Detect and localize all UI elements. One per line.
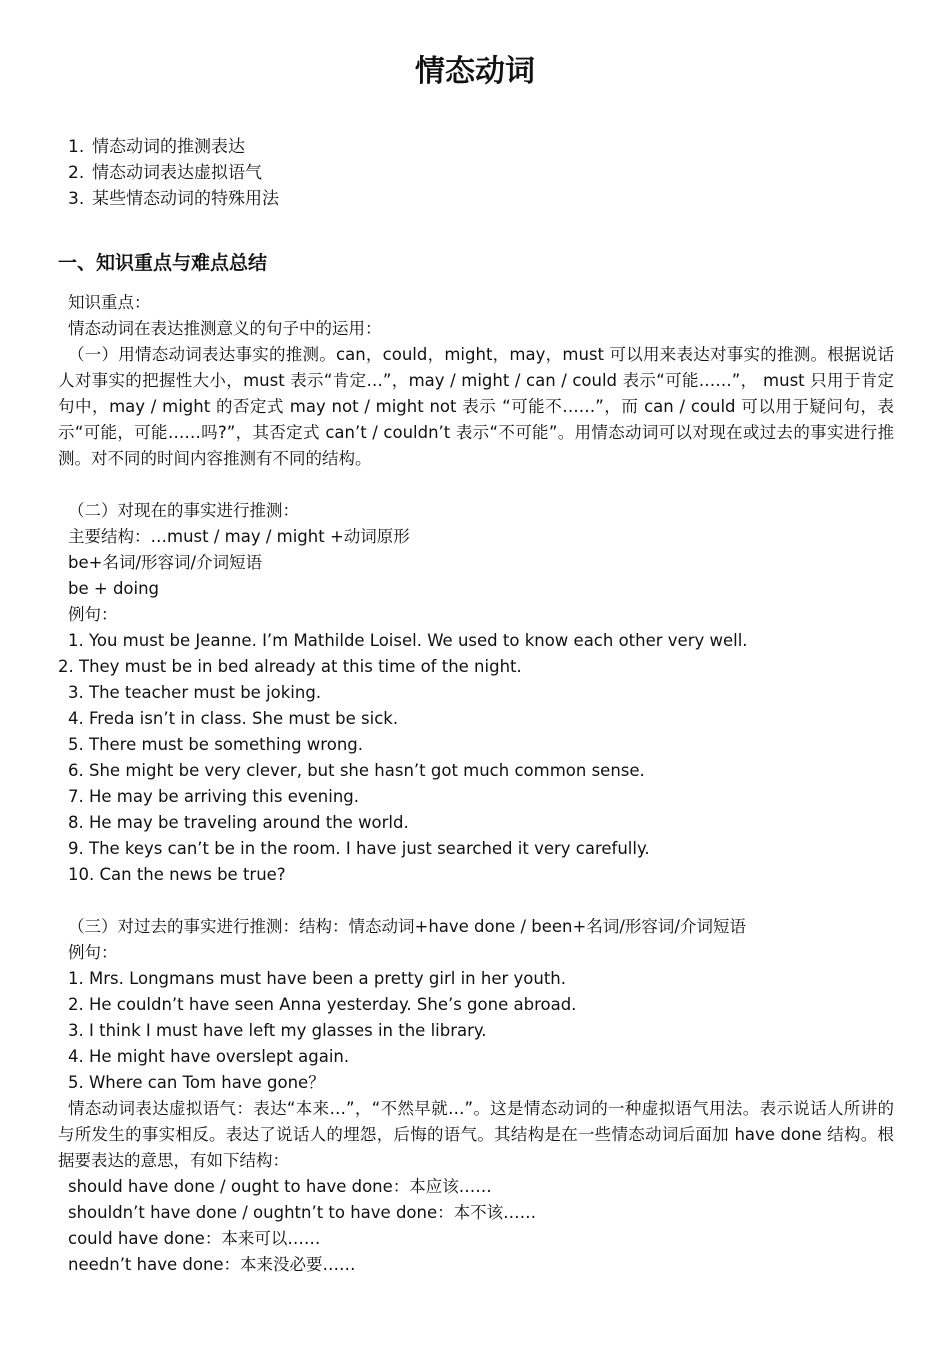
toc-number: 1. xyxy=(68,137,85,157)
example-sentence: 2. He couldn’t have seen Anna yesterday. She’s gone abroad. xyxy=(68,995,577,1014)
knowledge-point-label: 知识重点： xyxy=(68,293,151,312)
structure-line: needn’t have done：本来没必要…… xyxy=(68,1255,356,1274)
structure-line: 主要结构：…must / may / might +动词原形 xyxy=(68,527,410,546)
example-sentence: 5. There must be something wrong. xyxy=(68,735,363,754)
toc-text: 情态动词表达虚拟语气 xyxy=(92,163,262,183)
knowledge-point-intro: 情态动词在表达推测意义的句子中的运用： xyxy=(68,319,382,338)
example-sentence: 6. She might be very clever, but she hasn’t got much common sense. xyxy=(68,761,645,780)
paragraph-subjunctive: 情态动词表达虚拟语气：表达“本来…”，“不然早就…”。这是情态动词的一种虚拟语气用法。表示说话人所讲的与所发生的事实相反。表达了说话人的埋怨，后悔的语气。其结构是在一些情态动词后面加 have done 结构。根据要表达的意思，有如下结构： xyxy=(58,1099,894,1170)
subsection-heading-present: （二）对现在的事实进行推测： xyxy=(68,501,299,520)
page-title: 情态动词 xyxy=(415,54,535,89)
example-sentence: 3. The teacher must be joking. xyxy=(68,683,322,702)
example-sentence: 5. Where can Tom have gone？ xyxy=(68,1073,325,1092)
subsection-heading-past: （三）对过去的事实进行推测：结构：情态动词+have done / been+名词/形容词/介词短语 xyxy=(68,917,746,936)
example-sentence: 9. The keys can’t be in the room. I have just searched it very carefully. xyxy=(68,839,650,858)
structure-line: be+名词/形容词/介词短语 xyxy=(68,553,263,572)
example-label: 例句： xyxy=(68,943,118,962)
toc-item xyxy=(68,160,279,186)
structure-line: shouldn’t have done / oughtn’t to have done：本不该…… xyxy=(68,1203,537,1222)
example-sentence: 1. Mrs. Longmans must have been a pretty girl in her youth. xyxy=(68,969,566,988)
document-body xyxy=(58,290,894,1278)
example-label: 例句： xyxy=(68,605,118,624)
structure-line: be + doing xyxy=(68,579,160,598)
toc-text: 情态动词的推测表达 xyxy=(92,137,245,157)
example-sentence: 10. Can the news be true? xyxy=(68,865,286,884)
toc-text: 某些情态动词的特殊用法 xyxy=(92,189,279,209)
section-heading: 一、知识重点与难点总结 xyxy=(58,252,268,274)
spacer xyxy=(58,888,894,914)
toc-item xyxy=(68,134,279,160)
structure-line: should have done / ought to have done：本应该…… xyxy=(68,1177,492,1196)
example-sentence: 1. You must be Jeanne. I’m Mathilde Loisel. We used to know each other very well. xyxy=(68,631,748,650)
example-sentence: 3. I think I must have left my glasses in the library. xyxy=(68,1021,487,1040)
paragraph-inference-overview: （一）用情态动词表达事实的推测。can，could，might，may，must 可以用来表达对事实的推测。根据说话人对事实的把握性大小，must 表示“肯定…”，may / might / can / could 表示“可能……”， must 只用于肯定句中，may / might 的否定式 may not / might not 表示 “可能不……”，而 can / could 可以用于疑问句，表示“可能，可能……吗?”，其否定式 can’t / couldn’t 表示“不可能”。用情态动词可以对现在或过去的事实进行推测。对不同的时间内容推测有不同的结构。 xyxy=(58,345,894,468)
toc-number: 3. xyxy=(68,189,85,209)
example-sentence: 4. He might have overslept again. xyxy=(68,1047,350,1066)
structure-line: could have done：本来可以…… xyxy=(68,1229,321,1248)
example-sentence: 7. He may be arriving this evening. xyxy=(68,787,359,806)
example-sentence: 4. Freda isn’t in class. She must be sick. xyxy=(68,709,399,728)
table-of-contents xyxy=(68,134,279,212)
toc-item xyxy=(68,186,279,212)
spacer xyxy=(58,472,894,498)
example-sentence: 2. They must be in bed already at this time of the night. xyxy=(58,657,522,676)
toc-number: 2. xyxy=(68,163,85,183)
example-sentence: 8. He may be traveling around the world. xyxy=(68,813,409,832)
